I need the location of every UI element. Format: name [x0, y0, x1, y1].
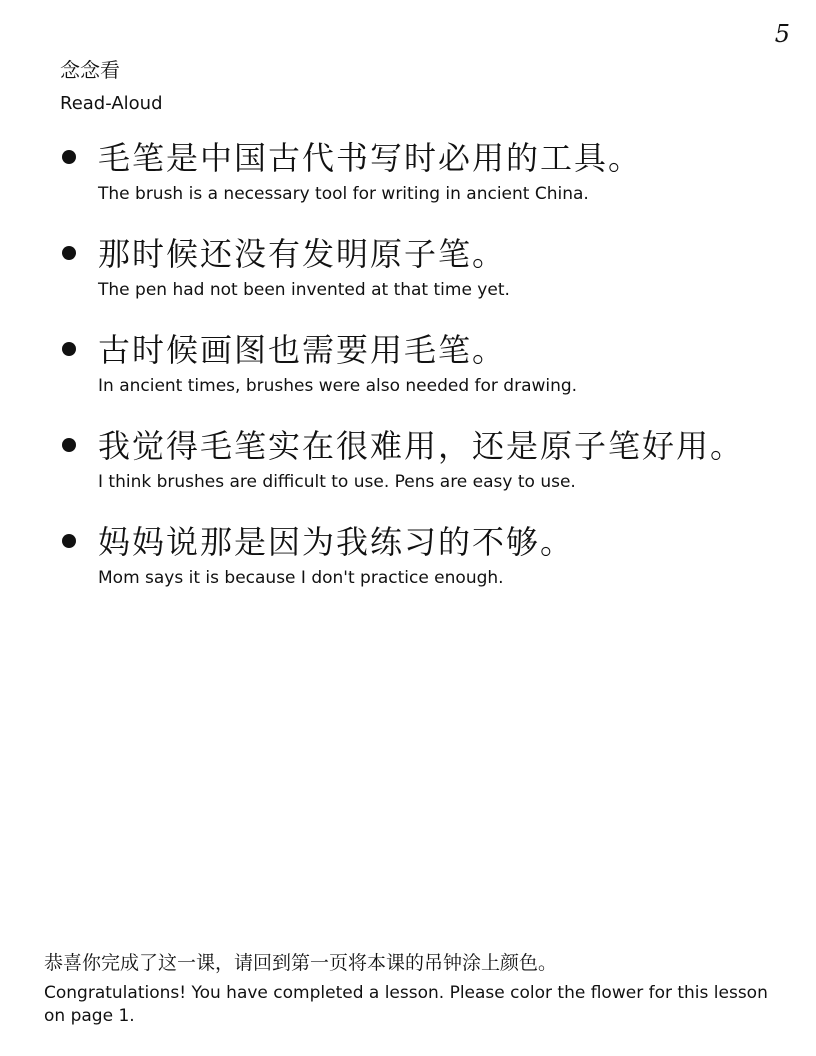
footer-english: Congratulations! You have completed a lesson. Please color the flower for this lesson on page 1. [44, 983, 768, 1026]
bullet-icon [62, 150, 76, 164]
section-title-english: Read-Aloud [60, 93, 163, 114]
sentence-english: The brush is a necessary tool for writing in ancient China. [98, 184, 589, 204]
bullet-icon [62, 438, 76, 452]
sentence-chinese: 古时候画图也需要用毛笔。 [98, 331, 507, 369]
sentence-english: In ancient times, brushes were also needed for drawing. [98, 376, 578, 396]
sentence-chinese: 妈妈说那是因为我练习的不够。 [98, 523, 575, 561]
sentence-english: The pen had not been invented at that time yet. [98, 280, 510, 300]
sentence-list [56, 136, 786, 616]
completion-footer [44, 948, 794, 1028]
section-title-chinese: 念念看 [60, 58, 120, 82]
sentence-item [56, 136, 786, 206]
sentence-item [56, 520, 786, 590]
sentence-chinese: 那时候还没有发明原子笔。 [98, 235, 507, 273]
sentence-english: Mom says it is because I don't practice enough. [98, 568, 504, 588]
sentence-item [56, 328, 786, 398]
bullet-icon [62, 534, 76, 548]
page-number: 5 [774, 20, 790, 48]
sentence-item [56, 424, 786, 494]
bullet-icon [62, 342, 76, 356]
section-header [60, 56, 163, 116]
sentence-english: I think brushes are difficult to use. Pens are easy to use. [98, 472, 576, 492]
bullet-icon [62, 246, 76, 260]
footer-chinese: 恭喜你完成了这一课，请回到第一页将本课的吊钟涂上颜色。 [44, 952, 558, 974]
sentence-chinese: 毛笔是中国古代书写时必用的工具。 [98, 139, 643, 177]
sentence-item [56, 232, 786, 302]
sentence-chinese: 我觉得毛笔实在很难用，还是原子笔好用。 [98, 427, 745, 465]
